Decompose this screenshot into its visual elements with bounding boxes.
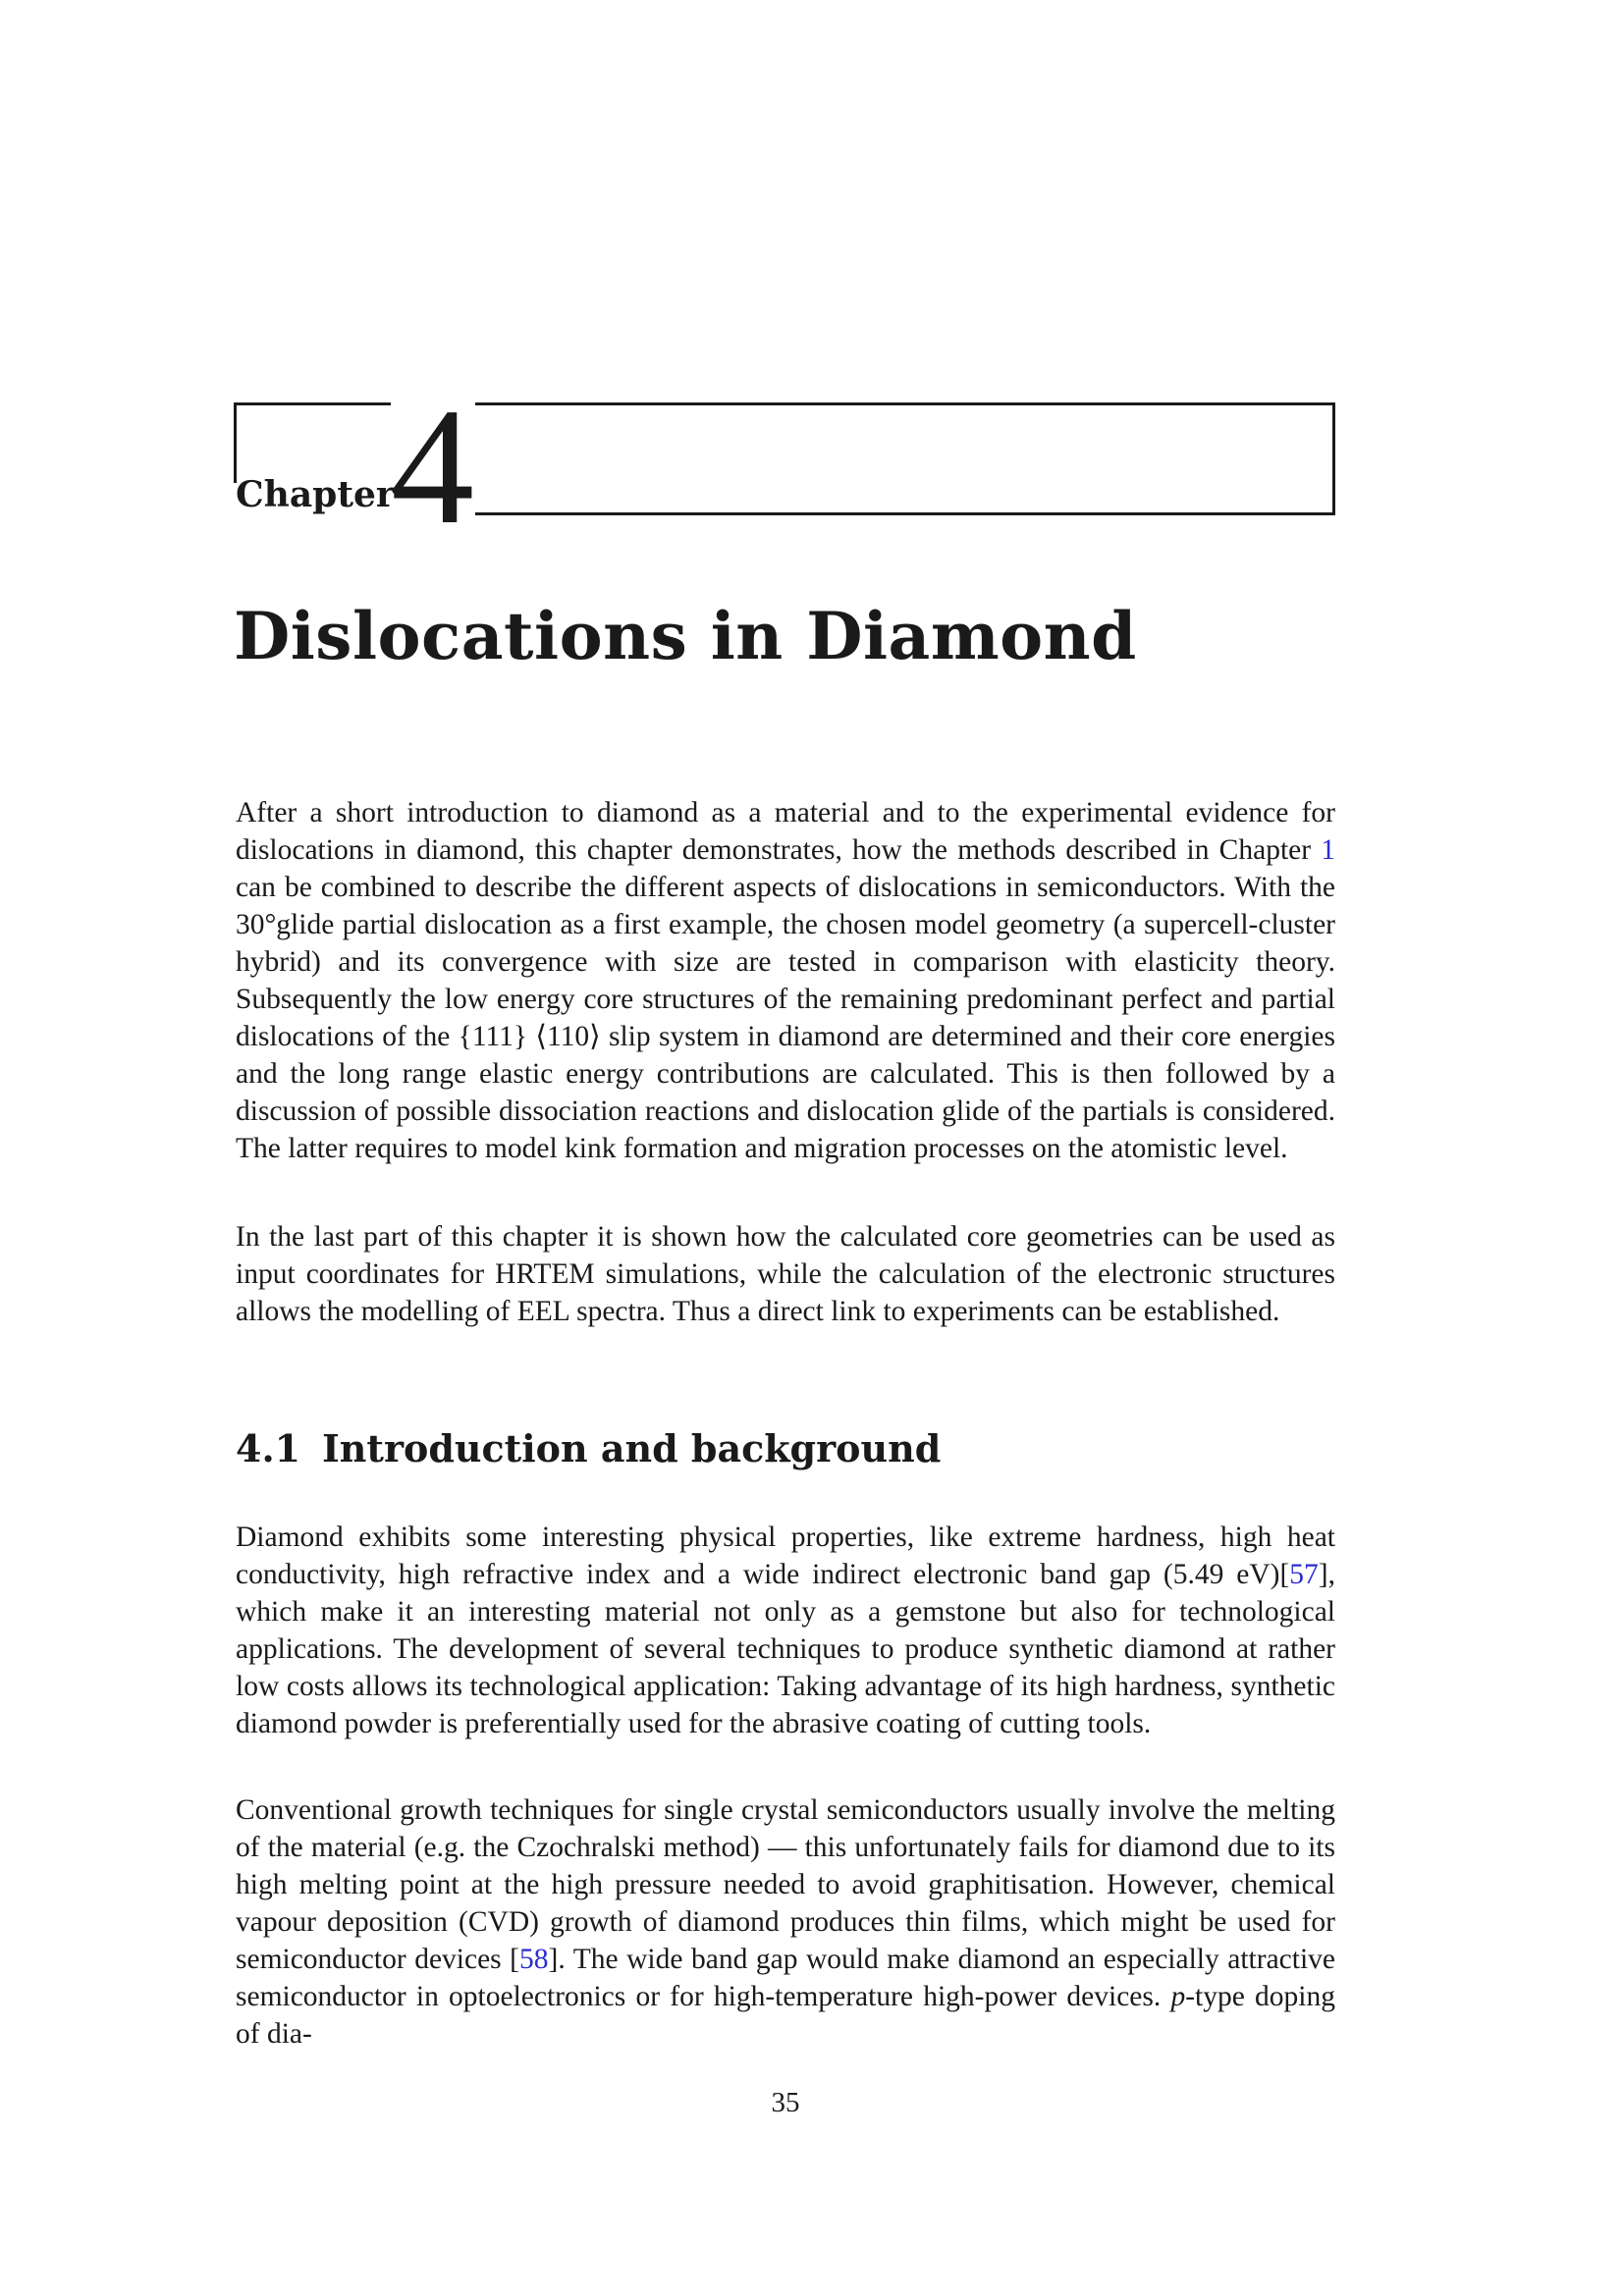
page-number: 35 bbox=[771, 2087, 800, 2118]
section-paragraph-2 bbox=[236, 1791, 1335, 2053]
text-span: Diamond exhibits some interesting physical properties, like extreme hardness, high heat conductivity, high refractive index and a wide indirect electronic band gap (5.49 eV)[ bbox=[236, 1522, 1335, 1590]
intro-paragraph-2: In the last part of this chapter it is shown how the calculated core geometries can be used as input coordinates for HRTEM simulations, while the calculation of the electronic structures allows the modelling of EEL spectra. Thus a direct link to experiments can be established. bbox=[236, 1221, 1335, 1327]
frame-line bbox=[475, 512, 1335, 515]
chapter-number: 4 bbox=[391, 374, 474, 559]
text-span: After a short introduction to diamond as a material and to the experimental evidence for dislocations in diamond, this chapter demonstrates, how the methods described in Chapter bbox=[236, 797, 1335, 866]
text-span: can be combined to describe the different aspects of dislocations in semiconductors. With the 30°glide partial dislocation as a first example, the chosen model geometry (a supercell-cluster hybrid) and its convergence with size are tested in comparison with elasticity theory. Subsequently the low energy core structures of the remaining predominant perfect and partial dislocations of the {111} ⟨110⟩ slip system in diamond are determined and their core energies and the long range elastic energy contributions are calculated. This is then followed by a discussion of possible dissociation reactions and dislocation glide of the partials is considered. The latter requires to model kink formation and migration processes on the atomistic level. bbox=[236, 872, 1335, 1164]
frame-line bbox=[475, 402, 1335, 405]
frame-line bbox=[1332, 402, 1335, 514]
intro-paragraph-1 bbox=[236, 794, 1335, 1167]
frame-line bbox=[234, 402, 237, 483]
frame-line bbox=[234, 402, 391, 405]
text-span: -type doping of dia- bbox=[236, 1981, 1335, 2050]
chapter-reference-link[interactable]: 1 bbox=[1321, 834, 1335, 866]
text-span: Conventional growth techniques for single crystal semiconductors usually involve the melting of the material (e.g. the Czochralski method) — this unfortunately fails for diamond due to its high melting point at the high pressure needed to avoid graphitisation. However, chemical vapour deposition (CVD) growth of diamond produces thin films, which might be used for semiconductor devices [ bbox=[236, 1794, 1335, 1975]
chapter-label: Chapter bbox=[236, 474, 395, 515]
text-span: ], which make it an interesting material not only as a gemstone but also for technological applications. The development of several techniques to produce synthetic diamond at rather low costs allows its technological application: Taking advantage of its high hardness, synthetic diamond powder is preferentially used for the abrasive coating of cutting tools. bbox=[236, 1559, 1335, 1739]
chapter-title: Dislocations in Diamond bbox=[234, 598, 1137, 674]
section-heading bbox=[236, 1428, 941, 1469]
section-title: Introduction and background bbox=[322, 1426, 942, 1470]
italic-text: p bbox=[1170, 1981, 1186, 2012]
text-span: ]. The wide band gap would make diamond an especially attractive semiconductor in optoelectronics or for high-temperature high-power devices. bbox=[236, 1944, 1335, 2012]
section-paragraph-1 bbox=[236, 1519, 1335, 1742]
section-number: 4.1 bbox=[236, 1426, 301, 1470]
citation-link[interactable]: 57 bbox=[1289, 1559, 1319, 1590]
citation-link[interactable]: 58 bbox=[519, 1944, 549, 1975]
